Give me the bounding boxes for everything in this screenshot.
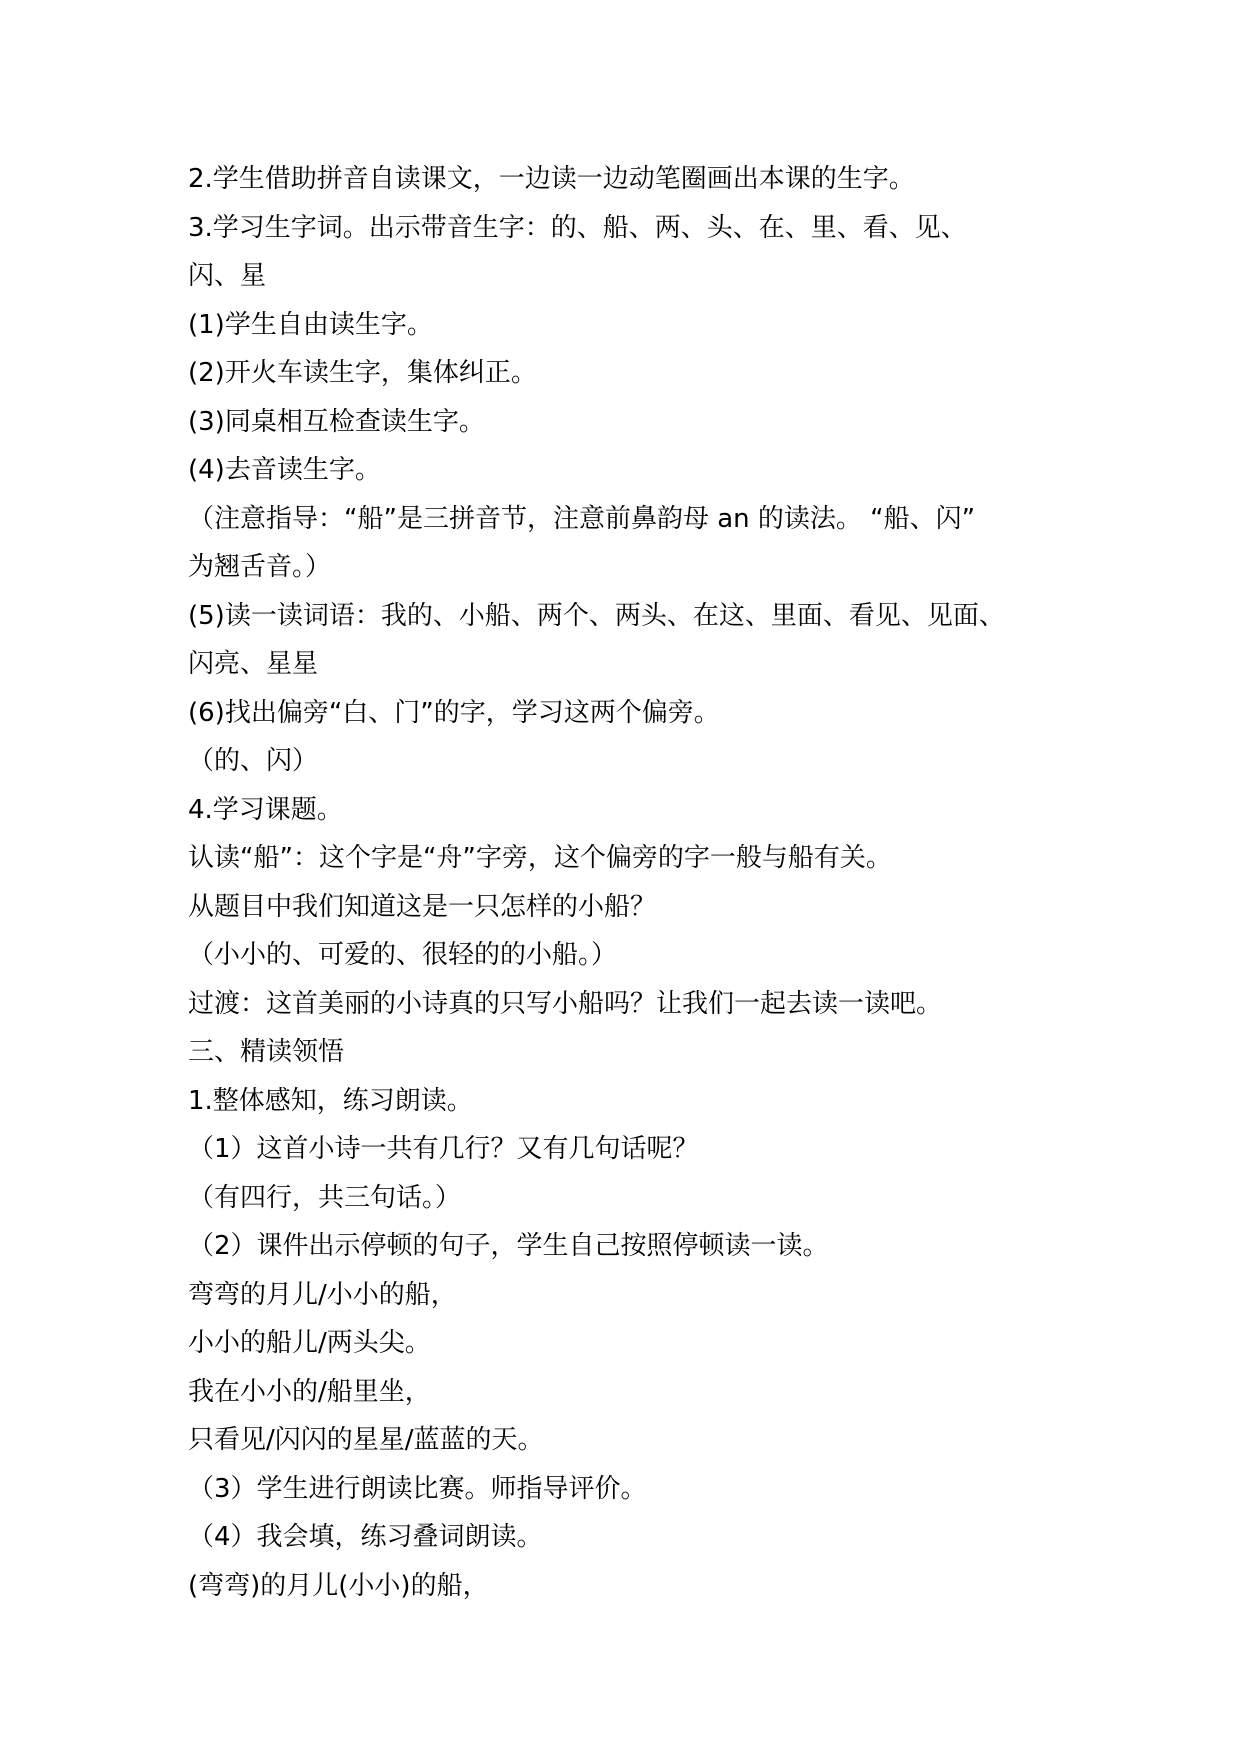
text-line: （小小的、可爱的、很轻的的小船。） <box>188 940 618 970</box>
text-line: (2)开火车读生字，集体纠正。 <box>188 358 537 388</box>
poem-line: 只看见/闪闪的星星/蓝蓝的天。 <box>188 1425 544 1455</box>
document-body <box>188 155 1088 1610</box>
text-line: (5)读一读词语：我的、小船、两个、两头、在这、里面、看见、见面、 <box>188 600 1005 631</box>
text-line: 2.学生借助拼音自读课文，一边读一边动笔圈画出本课的生字。 <box>188 164 915 194</box>
text-line: （4）我会填，练习叠词朗读。 <box>188 1522 543 1552</box>
text-line: (6)找出偏旁“白、门”的字，学习这两个偏旁。 <box>188 697 720 728</box>
text-line: (弯弯)的月儿(小小)的船， <box>188 1570 489 1601</box>
text-line: 过渡：这首美丽的小诗真的只写小船吗？让我们一起去读一读吧。 <box>188 988 943 1019</box>
section-heading: 4.学习课题。 <box>188 794 343 825</box>
text-line: （2）课件出示停顿的句子，学生自己按照停顿读一读。 <box>188 1231 829 1261</box>
poem-line: 我在小小的/船里坐， <box>188 1376 431 1407</box>
text-line: 3.学习生字词。出示带音生字：的、船、两、头、在、里、看、见、 <box>188 212 967 243</box>
text-line: 闪亮、星星 <box>188 649 319 679</box>
section-heading: 三、精读领悟 <box>188 1037 345 1067</box>
text-line: 1.整体感知，练习朗读。 <box>188 1085 473 1116</box>
text-line: （的、闪） <box>188 746 319 776</box>
text-line: （注意指导：“船”是三拼音节，注意前鼻韵母 an 的读法。 “船、闪” <box>188 503 976 534</box>
text-line: 认读“船”：这个字是“舟”字旁，这个偏旁的字一般与船有关。 <box>188 843 892 873</box>
text-line: （1）这首小诗一共有几行？又有几句话呢？ <box>188 1134 699 1164</box>
poem-line: 弯弯的月儿/小小的船， <box>188 1279 457 1310</box>
poem-line: 小小的船儿/两头尖。 <box>188 1328 431 1358</box>
text-line: 从题目中我们知道这是一只怎样的小船？ <box>188 891 657 922</box>
text-line: (1)学生自由读生字。 <box>188 309 433 340</box>
text-line: 闪、星 <box>188 261 267 291</box>
text-line: (3)同桌相互检查读生字。 <box>188 406 485 437</box>
text-line: （有四行，共三句话。） <box>188 1182 462 1213</box>
text-line: (4)去音读生字。 <box>188 455 381 485</box>
text-line: （3）学生进行朗读比赛。师指导评价。 <box>188 1473 647 1504</box>
text-line: 为翘舌音。） <box>188 552 332 582</box>
